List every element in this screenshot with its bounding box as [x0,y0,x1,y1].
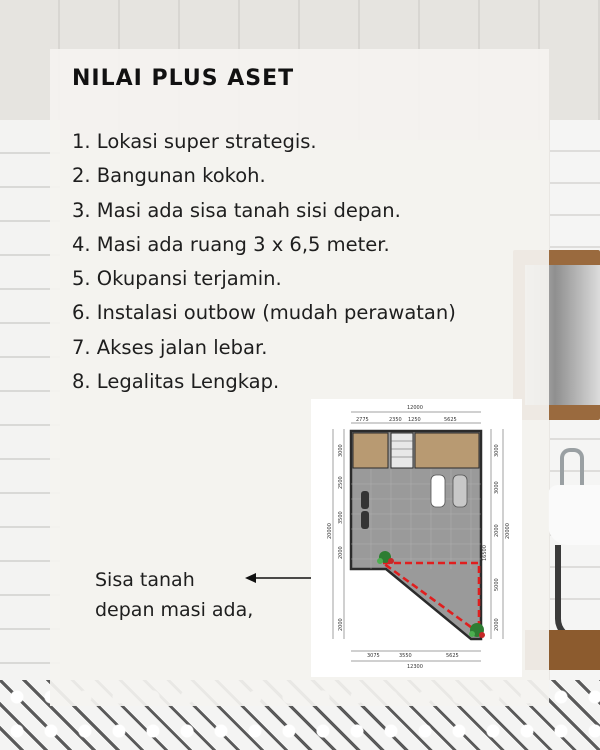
note-line-2: depan masi ada, [95,599,254,621]
sink [548,485,600,545]
list-item: 4. Masi ada ruang 3 x 6,5 meter. [72,232,390,256]
dim-right-1: 3000 [494,444,500,457]
dim-left-1: 3000 [338,444,344,457]
dim-top-4: 5625 [444,417,457,423]
dim-right-2: 3000 [494,481,500,494]
dim-top-2: 2350 [389,417,402,423]
list-item: 8. Legalitas Lengkap. [72,370,280,394]
list-item: 3. Masi ada sisa tanah sisi depan. [72,198,401,222]
sink-pipe [555,545,600,641]
page-title: NILAI PLUS ASET [72,66,295,91]
dim-right-total: 20000 [505,523,511,539]
dim-right-4: 5000 [494,578,500,591]
stairs [391,433,413,468]
dim-top-1: 2775 [356,417,369,423]
list-item: 7. Akses jalan lebar. [72,335,268,359]
dim-right-3: 2000 [494,524,500,537]
dim-right-5: 2000 [494,618,500,631]
room-1 [353,433,388,468]
dim-bottom-2: 3550 [399,653,412,659]
feature-list [72,128,456,402]
info-card [50,49,549,706]
motorbike-1 [361,491,369,509]
room-2 [415,433,479,468]
dim-left-5: 2000 [338,618,344,631]
car-silver [453,475,467,507]
dim-bottom-1: 3075 [367,653,380,659]
dim-left-4: 2000 [338,546,344,559]
dim-left-total: 20000 [327,523,333,539]
dim-bottom-total: 12300 [407,664,423,670]
dim-left-2: 2500 [338,476,344,489]
dim-bottom-3: 5625 [446,653,459,659]
dim-side-mid: 16500 [482,545,488,561]
list-item: 1. Lokasi super strategis. [72,130,317,153]
list-item: 6. Instalasi outbow (mudah perawatan) [72,301,456,325]
dim-top-total: 12000 [407,405,423,411]
floor-plan [311,399,522,677]
floor-plan-drawing [311,399,522,677]
note-line-1: Sisa tanah [95,569,195,591]
car-white [431,475,445,507]
list-item: 2. Bangunan kokoh. [72,164,266,188]
list-item: 5. Okupansi terjamin. [72,267,282,291]
remaining-land-note [95,565,253,625]
motorbike-2 [361,511,369,529]
dim-left-3: 3500 [338,511,344,524]
dim-top-3: 1250 [408,417,421,423]
